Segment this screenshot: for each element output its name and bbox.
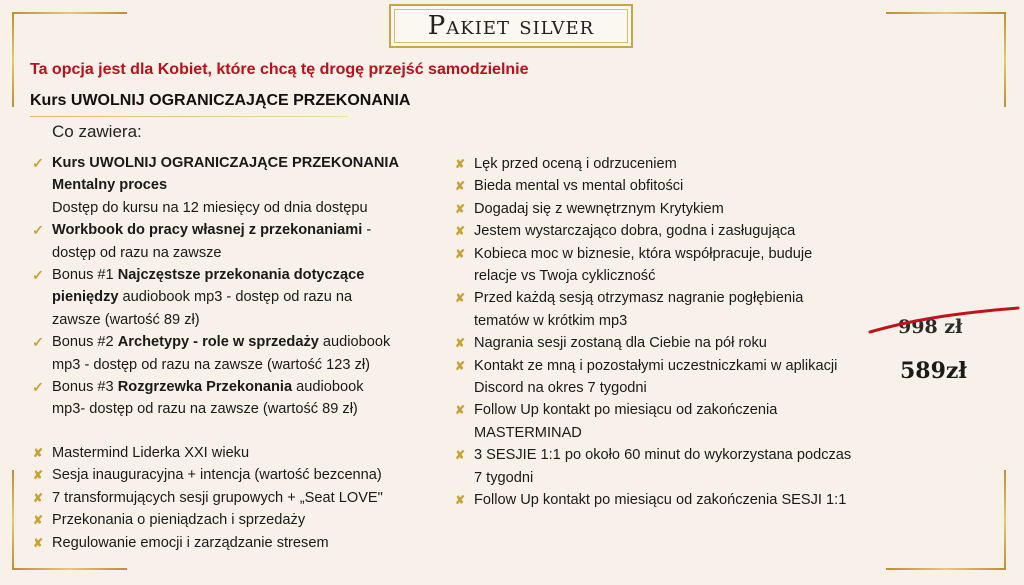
item-line [52, 309, 450, 331]
old-price: 998 zł [898, 316, 963, 338]
text-run: Kurs UWOLNIJ OGRANICZAJĄCE PRZEKONANIA [52, 155, 400, 171]
x-bullet-icon: ✘ [454, 493, 466, 508]
program-item [452, 220, 882, 242]
item-line: Bieda mental vs mental obfitości [474, 178, 684, 195]
item-line: Przed każdą sesją otrzymasz nagranie pogłębienia [474, 290, 804, 307]
check-icon: ✓ [32, 155, 44, 171]
program-item [452, 444, 882, 489]
item-text: Przekonania o pieniądzach i sprzedaży [52, 512, 306, 529]
text-run: - [362, 222, 372, 239]
included-item [30, 331, 450, 376]
new-price: 589zł [900, 358, 967, 384]
program-list [452, 153, 882, 512]
x-bullet-icon: ✘ [454, 358, 466, 373]
text-run: mp3- dostęp od razu na zawsze (wartość 89 zł) [52, 401, 358, 418]
x-bullet-icon: ✘ [32, 490, 44, 505]
check-icon: ✓ [32, 379, 44, 396]
item-line [52, 286, 450, 308]
contains-label: Co zawiera: [52, 122, 142, 141]
program-item [452, 332, 882, 354]
program-item [30, 442, 450, 464]
item-line [52, 331, 450, 353]
x-bullet-icon: ✘ [454, 336, 466, 351]
item-line: 3 SESJIE 1:1 po około 60 minut do wykorzystana podczas [474, 447, 852, 464]
text-run: audiobook [318, 334, 391, 351]
check-icon: ✓ [32, 267, 44, 284]
text-run: Rozgrzewka Przekonania [117, 379, 293, 396]
item-text: Regulowanie emocji i zarządzanie stresem [52, 534, 329, 551]
text-run: Archetypy - role w sprzedaży [117, 334, 319, 351]
corner-ornament-bottom-right [886, 470, 1006, 570]
item-line: Dogadaj się z wewnętrznym Krytykiem [474, 200, 724, 217]
text-run: dostęp od razu na zawsze [52, 244, 222, 261]
item-line [52, 264, 450, 286]
item-line: Jestem wystarczająco dobra, godna i zasługująca [474, 223, 796, 240]
text-run: Bonus #2 [52, 334, 118, 351]
text-run: Mentalny proces [52, 177, 168, 194]
item-line [52, 219, 450, 241]
x-bullet-icon: ✘ [454, 224, 466, 239]
text-run: pieniędzy [52, 289, 119, 306]
item-line: Lęk przed oceną i odrzuceniem [474, 156, 677, 172]
program-item [30, 487, 450, 509]
text-run: mp3 - dostęp od razu na zawsze (wartość 123 zł) [52, 356, 370, 373]
x-bullet-icon: ✘ [454, 157, 466, 171]
mastermind-list [30, 442, 450, 554]
item-line: Discord na okres 7 tygodni [474, 380, 647, 397]
item-line [52, 197, 450, 219]
item-line [52, 242, 450, 264]
x-bullet-icon: ✘ [32, 446, 44, 460]
item-line: Kobieca moc w biznesie, która współpracuje, buduje [474, 245, 813, 262]
program-item [30, 509, 450, 531]
x-bullet-icon: ✘ [454, 291, 466, 306]
included-list [30, 152, 450, 421]
item-line [52, 376, 450, 398]
title-box [389, 4, 633, 48]
program-item [30, 532, 450, 554]
x-bullet-icon: ✘ [32, 513, 44, 528]
program-item [452, 153, 882, 175]
item-line: MASTERMINAD [474, 424, 582, 441]
check-icon: ✓ [32, 334, 44, 351]
x-bullet-icon: ✘ [454, 201, 466, 216]
x-bullet-icon: ✘ [454, 179, 466, 194]
program-item [452, 287, 882, 332]
item-line [52, 174, 450, 196]
included-item [30, 152, 450, 219]
text-run: Najczęstsze przekonania dotyczące [117, 267, 365, 284]
program-item [452, 355, 882, 400]
text-run: Dostęp do kursu na 12 miesięcy od dnia dostępu [52, 199, 368, 216]
text-run: audiobook [292, 379, 364, 396]
tagline: Ta opcja jest dla Kobiet, które chcą tę drogę przejść samodzielnie [30, 61, 529, 78]
included-item [30, 376, 450, 421]
included-item [30, 264, 450, 331]
item-line: Follow Up kontakt po miesiącu od zakończenia [474, 402, 778, 419]
text-run: zawsze (wartość 89 zł) [52, 311, 200, 328]
course-title: Kurs UWOLNIJ OGRANICZAJĄCE PRZEKONANIA [30, 92, 411, 109]
program-item [452, 175, 882, 197]
program-item [452, 489, 882, 511]
program-item [30, 464, 450, 486]
item-line [52, 152, 450, 174]
x-bullet-icon: ✘ [454, 448, 466, 463]
x-bullet-icon: ✘ [454, 403, 466, 418]
item-line [52, 398, 450, 420]
text-run: Bonus #1 [52, 267, 118, 284]
x-bullet-icon: ✘ [32, 535, 44, 550]
item-text: Sesja inauguracyjna + intencja (wartość bezcenna) [52, 467, 382, 484]
corner-ornament-top-right [886, 12, 1006, 112]
page-title: Pakiet silver [427, 11, 595, 41]
text-run: Workbook do pracy własnej z przekonaniami [52, 222, 363, 239]
item-line: Nagrania sesji zostaną dla Ciebie na pół roku [474, 335, 767, 352]
x-bullet-icon: ✘ [454, 246, 466, 261]
item-line: Kontakt ze mną i pozostałymi uczestniczkami w aplikacji [474, 357, 838, 374]
included-item [30, 219, 450, 264]
item-line: 7 tygodni [474, 469, 534, 486]
program-item [452, 198, 882, 220]
program-item [452, 243, 882, 288]
program-item [452, 399, 882, 444]
item-line: tematów w krótkim mp3 [474, 312, 628, 329]
text-run: audiobook mp3 - dostęp od razu na [118, 289, 353, 306]
check-icon: ✓ [32, 222, 44, 239]
item-line: relacje vs Twoja cykliczność [474, 268, 656, 285]
x-bullet-icon: ✘ [32, 468, 44, 483]
item-text: 7 transformujących sesji grupowych + „Seat LOVE" [52, 489, 383, 506]
price-strike-line [868, 304, 1024, 340]
divider [30, 116, 348, 117]
item-line: Follow Up kontakt po miesiącu od zakończenia SESJI 1:1 [474, 492, 847, 509]
item-line [52, 354, 450, 376]
text-run: Bonus #3 [52, 379, 118, 396]
item-text: Mastermind Liderka XXI wieku [52, 445, 250, 461]
